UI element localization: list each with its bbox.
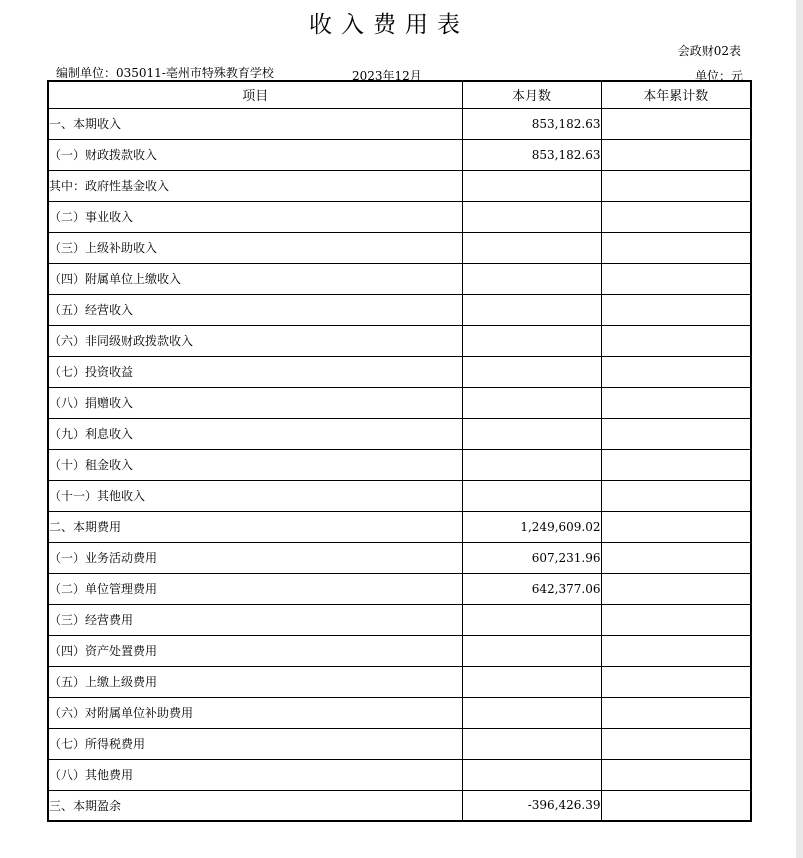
column-header-year: 本年累计数 [601, 81, 751, 108]
row-label: （二）单位管理费用 [48, 573, 462, 604]
row-label: （九）利息收入 [48, 418, 462, 449]
table-row [48, 201, 751, 232]
row-label: 一、本期收入 [48, 108, 462, 139]
row-label: 三、本期盈余 [48, 790, 462, 821]
month-amount-cell: 853,182.63 [462, 139, 601, 170]
row-label: （三）上级补助收入 [48, 232, 462, 263]
year-cumulative-cell [601, 573, 751, 604]
month-amount-cell [462, 697, 601, 728]
table-row [48, 325, 751, 356]
table-row [48, 263, 751, 294]
month-amount-cell [462, 232, 601, 263]
year-cumulative-cell [601, 139, 751, 170]
year-cumulative-cell [601, 666, 751, 697]
column-header-month: 本月数 [462, 81, 601, 108]
row-label: （四）资产处置费用 [48, 635, 462, 666]
row-label: （二）事业收入 [48, 201, 462, 232]
year-cumulative-cell [601, 325, 751, 356]
month-amount-cell: 1,249,609.02 [462, 511, 601, 542]
table-row [48, 666, 751, 697]
table-row [48, 449, 751, 480]
table-row [48, 604, 751, 635]
year-cumulative-cell [601, 418, 751, 449]
table-row [48, 759, 751, 790]
year-cumulative-cell [601, 449, 751, 480]
month-amount-cell [462, 294, 601, 325]
year-cumulative-cell [601, 201, 751, 232]
year-cumulative-cell [601, 728, 751, 759]
scrollbar-track[interactable] [796, 0, 803, 858]
table-header-row [48, 81, 751, 108]
row-label: 其中：政府性基金收入 [48, 170, 462, 201]
month-amount-cell [462, 325, 601, 356]
month-amount-cell [462, 759, 601, 790]
row-label: （六）非同级财政拨款收入 [48, 325, 462, 356]
table-row [48, 108, 751, 139]
row-label: （一）财政拨款收入 [48, 139, 462, 170]
row-label: （十）租金收入 [48, 449, 462, 480]
month-amount-cell: -396,426.39 [462, 790, 601, 821]
year-cumulative-cell [601, 108, 751, 139]
month-amount-cell [462, 418, 601, 449]
table-row [48, 294, 751, 325]
row-label: （四）附属单位上缴收入 [48, 263, 462, 294]
month-amount-cell [462, 604, 601, 635]
month-amount-cell [462, 356, 601, 387]
row-label: （七）投资收益 [48, 356, 462, 387]
row-label: （五）上缴上级费用 [48, 666, 462, 697]
year-cumulative-cell [601, 232, 751, 263]
row-label: （十一）其他收入 [48, 480, 462, 511]
table-row [48, 790, 751, 821]
income-expense-table [47, 80, 752, 822]
month-amount-cell [462, 170, 601, 201]
form-number: 会政财02表 [677, 44, 741, 58]
row-label: （八）其他费用 [48, 759, 462, 790]
year-cumulative-cell [601, 542, 751, 573]
month-amount-cell [462, 480, 601, 511]
table-row [48, 573, 751, 604]
table-row [48, 232, 751, 263]
table-row [48, 480, 751, 511]
column-header-item: 项目 [48, 81, 462, 108]
row-label: （八）捐赠收入 [48, 387, 462, 418]
reporting-unit: 编制单位：035011-亳州市特殊教育学校 [56, 66, 274, 80]
month-amount-cell [462, 263, 601, 294]
year-cumulative-cell [601, 480, 751, 511]
month-amount-cell: 853,182.63 [462, 108, 601, 139]
month-amount-cell: 642,377.06 [462, 573, 601, 604]
month-amount-cell [462, 449, 601, 480]
report-title: 收入费用表 [309, 12, 469, 38]
row-label: （七）所得税费用 [48, 728, 462, 759]
year-cumulative-cell [601, 604, 751, 635]
month-amount-cell: 607,231.96 [462, 542, 601, 573]
month-amount-cell [462, 728, 601, 759]
table-row [48, 635, 751, 666]
year-cumulative-cell [601, 356, 751, 387]
month-amount-cell [462, 635, 601, 666]
table-row [48, 139, 751, 170]
row-label: （六）对附属单位补助费用 [48, 697, 462, 728]
month-amount-cell [462, 387, 601, 418]
month-amount-cell [462, 666, 601, 697]
year-cumulative-cell [601, 697, 751, 728]
table-row [48, 542, 751, 573]
table-row [48, 697, 751, 728]
year-cumulative-cell [601, 294, 751, 325]
year-cumulative-cell [601, 635, 751, 666]
year-cumulative-cell [601, 511, 751, 542]
table-row [48, 356, 751, 387]
table-row [48, 387, 751, 418]
year-cumulative-cell [601, 263, 751, 294]
year-cumulative-cell [601, 387, 751, 418]
year-cumulative-cell [601, 759, 751, 790]
row-label: （三）经营费用 [48, 604, 462, 635]
row-label: （一）业务活动费用 [48, 542, 462, 573]
currency-unit: 单位：元 [694, 69, 743, 83]
table-row [48, 511, 751, 542]
row-label: （五）经营收入 [48, 294, 462, 325]
year-cumulative-cell [601, 790, 751, 821]
table-row [48, 170, 751, 201]
month-amount-cell [462, 201, 601, 232]
report-period: 2023年12月 [352, 69, 422, 83]
row-label: 二、本期费用 [48, 511, 462, 542]
table-row [48, 418, 751, 449]
year-cumulative-cell [601, 170, 751, 201]
table-row [48, 728, 751, 759]
